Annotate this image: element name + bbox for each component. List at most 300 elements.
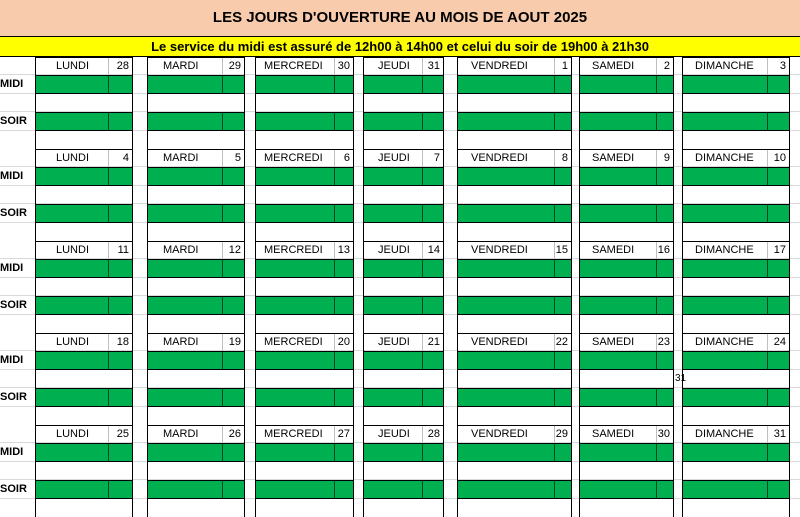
soir-open-bar [683, 296, 789, 315]
cell-divider [554, 58, 555, 75]
day-name: SAMEDI [592, 428, 635, 440]
bar-divider [422, 297, 423, 314]
day-cell [682, 241, 790, 333]
bar-divider [108, 297, 109, 314]
week-block [0, 241, 800, 333]
soir-open-bar [580, 388, 673, 407]
bar-divider [108, 352, 109, 369]
day-name: DIMANCHE [695, 428, 754, 440]
soir-open-bar [458, 388, 571, 407]
day-cell [147, 425, 245, 517]
bar-divider [554, 205, 555, 222]
row-label-soir: SOIR [0, 207, 27, 219]
cell-divider [108, 58, 109, 75]
midi-open-bar [148, 259, 244, 278]
day-cell [35, 241, 133, 333]
day-header [256, 425, 353, 443]
cell-divider [656, 150, 657, 167]
day-name: DIMANCHE [695, 244, 754, 256]
soir-open-bar [148, 112, 244, 131]
day-header [683, 425, 789, 443]
day-number: 12 [228, 244, 241, 256]
bar-divider [108, 260, 109, 277]
soir-open-bar [580, 296, 673, 315]
cell-divider [767, 426, 768, 443]
day-header [36, 241, 132, 259]
soir-open-bar [256, 296, 353, 315]
day-cell [35, 57, 133, 149]
day-name: MERCREDI [264, 244, 323, 256]
soir-open-bar [36, 112, 132, 131]
day-cell [579, 333, 674, 425]
day-name: SAMEDI [592, 244, 635, 256]
day-header [683, 149, 789, 167]
day-cell [682, 425, 790, 517]
day-cell [682, 149, 790, 241]
day-header [683, 241, 789, 259]
soir-open-bar [364, 388, 443, 407]
day-number: 16 [657, 244, 670, 256]
day-cell [363, 149, 444, 241]
bar-divider [656, 260, 657, 277]
day-name: JEUDI [378, 428, 410, 440]
day-name: LUNDI [56, 152, 90, 164]
day-cell [35, 425, 133, 517]
day-name: JEUDI [378, 152, 410, 164]
midi-open-bar [36, 443, 132, 462]
bar-divider [222, 481, 223, 498]
bar-divider [554, 76, 555, 93]
midi-open-bar [683, 351, 789, 370]
day-number: 13 [337, 244, 350, 256]
midi-open-bar [458, 75, 571, 94]
cell-divider [422, 426, 423, 443]
row-label-midi: MIDI [0, 262, 24, 274]
row-label-soir: SOIR [0, 391, 27, 403]
cell-divider [767, 242, 768, 259]
day-cell [579, 425, 674, 517]
day-header [148, 149, 244, 167]
midi-open-bar [364, 75, 443, 94]
day-cell [363, 425, 444, 517]
cell-divider [108, 426, 109, 443]
soir-open-bar [256, 112, 353, 131]
day-number: 3 [779, 60, 786, 72]
day-number: 17 [773, 244, 786, 256]
day-cell [35, 333, 133, 425]
day-name: LUNDI [56, 244, 90, 256]
bar-divider [334, 205, 335, 222]
bar-divider [334, 352, 335, 369]
cell-divider [108, 242, 109, 259]
day-header [148, 241, 244, 259]
bar-divider [554, 389, 555, 406]
midi-open-bar [148, 167, 244, 186]
soir-open-bar [148, 388, 244, 407]
soir-open-bar [148, 204, 244, 223]
cell-divider [656, 58, 657, 75]
day-header [458, 333, 571, 351]
day-name: MARDI [163, 428, 199, 440]
midi-open-bar [580, 259, 673, 278]
bar-divider [422, 205, 423, 222]
soir-open-bar [364, 204, 443, 223]
day-number: 14 [427, 244, 440, 256]
day-number: 31 [773, 428, 786, 440]
bar-divider [767, 444, 768, 461]
day-cell [147, 333, 245, 425]
cell-divider [334, 58, 335, 75]
day-cell [363, 57, 444, 149]
bar-divider [422, 481, 423, 498]
bar-divider [422, 389, 423, 406]
day-number: 30 [657, 428, 670, 440]
bar-divider [554, 297, 555, 314]
bar-divider [656, 76, 657, 93]
day-name: JEUDI [378, 60, 410, 72]
cell-divider [767, 334, 768, 351]
midi-open-bar [36, 167, 132, 186]
day-number: 24 [773, 336, 786, 348]
day-cell [457, 333, 572, 425]
midi-open-bar [580, 167, 673, 186]
cell-divider [334, 150, 335, 167]
day-name: JEUDI [378, 336, 410, 348]
midi-open-bar [683, 167, 789, 186]
midi-open-bar [364, 167, 443, 186]
day-name: JEUDI [378, 244, 410, 256]
midi-open-bar [256, 259, 353, 278]
bar-divider [656, 352, 657, 369]
bar-divider [656, 444, 657, 461]
day-name: MARDI [163, 336, 199, 348]
bar-divider [767, 260, 768, 277]
bar-divider [767, 389, 768, 406]
cell-divider [422, 58, 423, 75]
day-number: 30 [337, 60, 350, 72]
day-header [256, 241, 353, 259]
cell-divider [767, 58, 768, 75]
day-cell [147, 57, 245, 149]
day-number: 15 [555, 244, 568, 256]
bar-divider [422, 260, 423, 277]
day-number: 31 [427, 60, 440, 72]
service-hours-note: Le service du midi est assuré de 12h00 à 14h00 et celui du soir de 19h00 à 21h30 [0, 37, 800, 57]
day-name: LUNDI [56, 428, 90, 440]
day-cell [35, 149, 133, 241]
day-header [458, 149, 571, 167]
midi-open-bar [458, 351, 571, 370]
day-cell [682, 57, 790, 149]
midi-open-bar [458, 167, 571, 186]
bar-divider [422, 168, 423, 185]
cell-divider [222, 426, 223, 443]
soir-open-bar [458, 296, 571, 315]
cell-divider [108, 334, 109, 351]
bar-divider [108, 444, 109, 461]
soir-open-bar [36, 296, 132, 315]
cell-divider [422, 150, 423, 167]
day-name: MARDI [163, 244, 199, 256]
day-number: 29 [228, 60, 241, 72]
day-number: 20 [337, 336, 350, 348]
bar-divider [334, 297, 335, 314]
day-number: 25 [116, 428, 129, 440]
day-cell [255, 241, 354, 333]
day-number: 2 [663, 60, 670, 72]
day-header [148, 425, 244, 443]
bar-divider [334, 113, 335, 130]
day-header [580, 149, 673, 167]
row-label-midi: MIDI [0, 170, 24, 182]
bar-divider [222, 76, 223, 93]
day-name: DIMANCHE [695, 152, 754, 164]
midi-open-bar [364, 443, 443, 462]
page-title: LES JOURS D'OUVERTURE AU MOIS DE AOUT 2025 [0, 0, 800, 37]
day-number: 29 [555, 428, 568, 440]
midi-open-bar [148, 351, 244, 370]
bar-divider [334, 260, 335, 277]
midi-open-bar [683, 259, 789, 278]
day-header [580, 57, 673, 75]
soir-open-bar [36, 204, 132, 223]
bar-divider [767, 481, 768, 498]
midi-open-bar [683, 443, 789, 462]
midi-open-bar [256, 443, 353, 462]
day-number: 7 [433, 152, 440, 164]
bar-divider [222, 113, 223, 130]
day-name: SAMEDI [592, 336, 635, 348]
day-name: VENDREDI [471, 336, 528, 348]
day-number: 22 [555, 336, 568, 348]
day-number: 26 [228, 428, 241, 440]
day-cell [682, 333, 790, 425]
midi-open-bar [580, 351, 673, 370]
soir-open-bar [683, 388, 789, 407]
bar-divider [108, 205, 109, 222]
bar-divider [767, 113, 768, 130]
day-header [458, 241, 571, 259]
bar-divider [767, 352, 768, 369]
day-header [36, 57, 132, 75]
day-header [256, 333, 353, 351]
day-number: 11 [117, 244, 129, 256]
bar-divider [108, 113, 109, 130]
bar-divider [554, 444, 555, 461]
day-cell [255, 333, 354, 425]
soir-open-bar [580, 480, 673, 499]
midi-open-bar [256, 75, 353, 94]
cell-divider [108, 150, 109, 167]
cell-divider [767, 150, 768, 167]
soir-open-bar [683, 112, 789, 131]
day-header [148, 333, 244, 351]
day-number: 4 [122, 152, 129, 164]
midi-open-bar [148, 75, 244, 94]
bar-divider [222, 389, 223, 406]
day-name: SAMEDI [592, 152, 635, 164]
cell-divider [222, 334, 223, 351]
day-header [364, 241, 443, 259]
midi-open-bar [580, 75, 673, 94]
midi-open-bar [364, 351, 443, 370]
day-name: VENDREDI [471, 244, 528, 256]
day-header [580, 241, 673, 259]
day-header [148, 57, 244, 75]
day-name: LUNDI [56, 336, 90, 348]
soir-open-bar [36, 388, 132, 407]
bar-divider [656, 481, 657, 498]
cell-divider [222, 242, 223, 259]
cell-divider [334, 426, 335, 443]
bar-divider [334, 481, 335, 498]
bar-divider [334, 389, 335, 406]
day-header [364, 333, 443, 351]
soir-open-bar [364, 296, 443, 315]
day-name: LUNDI [56, 60, 90, 72]
day-name: DIMANCHE [695, 336, 754, 348]
row-label-soir: SOIR [0, 299, 27, 311]
day-cell [579, 241, 674, 333]
bar-divider [222, 260, 223, 277]
midi-open-bar [36, 75, 132, 94]
day-number: 28 [116, 60, 129, 72]
cell-divider [422, 334, 423, 351]
cell-divider [554, 150, 555, 167]
day-header [256, 57, 353, 75]
cell-divider [222, 58, 223, 75]
day-number: 27 [337, 428, 350, 440]
day-number: 1 [561, 60, 568, 72]
bar-divider [554, 113, 555, 130]
week-block [0, 149, 800, 241]
day-name: VENDREDI [471, 152, 528, 164]
bar-divider [222, 352, 223, 369]
row-label-soir: SOIR [0, 483, 27, 495]
day-header [458, 425, 571, 443]
bar-divider [767, 205, 768, 222]
day-cell [363, 241, 444, 333]
day-header [364, 425, 443, 443]
soir-open-bar [364, 480, 443, 499]
midi-open-bar [580, 443, 673, 462]
row-label-midi: MIDI [0, 354, 24, 366]
day-header [36, 333, 132, 351]
day-cell [457, 149, 572, 241]
midi-open-bar [36, 351, 132, 370]
week-block [0, 333, 800, 425]
day-cell [457, 241, 572, 333]
midi-open-bar [458, 443, 571, 462]
bar-divider [334, 444, 335, 461]
day-cell [255, 425, 354, 517]
day-header [580, 425, 673, 443]
bar-divider [767, 76, 768, 93]
bar-divider [334, 76, 335, 93]
soir-open-bar [458, 480, 571, 499]
day-header [364, 149, 443, 167]
soir-open-bar [36, 480, 132, 499]
day-number: 28 [427, 428, 440, 440]
day-cell [147, 241, 245, 333]
midi-open-bar [683, 75, 789, 94]
week-block [0, 425, 800, 517]
week-block [0, 57, 800, 149]
day-name: MERCREDI [264, 60, 323, 72]
midi-open-bar [36, 259, 132, 278]
day-header [36, 149, 132, 167]
day-number: 5 [234, 152, 241, 164]
midi-open-bar [256, 167, 353, 186]
midi-open-bar [256, 351, 353, 370]
day-name: DIMANCHE [695, 60, 754, 72]
day-cell [363, 333, 444, 425]
day-cell [147, 149, 245, 241]
bar-divider [108, 168, 109, 185]
day-cell [579, 149, 674, 241]
soir-open-bar [683, 480, 789, 499]
soir-open-bar [580, 112, 673, 131]
bar-divider [108, 481, 109, 498]
bar-divider [554, 481, 555, 498]
cell-divider [422, 242, 423, 259]
bar-divider [222, 205, 223, 222]
bar-divider [656, 205, 657, 222]
soir-open-bar [256, 204, 353, 223]
day-header [256, 149, 353, 167]
cell-divider [222, 150, 223, 167]
day-name: MARDI [163, 152, 199, 164]
day-name: VENDREDI [471, 60, 528, 72]
bar-divider [656, 389, 657, 406]
midi-open-bar [458, 259, 571, 278]
cell-divider [334, 334, 335, 351]
soir-open-bar [683, 204, 789, 223]
day-number: 23 [657, 336, 670, 348]
day-number: 18 [116, 336, 129, 348]
day-header [364, 57, 443, 75]
day-number: 10 [773, 152, 786, 164]
soir-open-bar [458, 204, 571, 223]
cell-divider [334, 242, 335, 259]
day-header [458, 57, 571, 75]
bar-divider [767, 297, 768, 314]
day-header [36, 425, 132, 443]
day-name: MERCREDI [264, 152, 323, 164]
extra-date-note: 31 [675, 373, 687, 384]
row-label-midi: MIDI [0, 446, 24, 458]
soir-open-bar [364, 112, 443, 131]
day-header [683, 57, 789, 75]
bar-divider [767, 168, 768, 185]
bar-divider [554, 352, 555, 369]
soir-open-bar [256, 480, 353, 499]
day-number: 19 [228, 336, 241, 348]
bar-divider [554, 260, 555, 277]
day-cell [579, 57, 674, 149]
day-name: SAMEDI [592, 60, 635, 72]
bar-divider [108, 76, 109, 93]
soir-open-bar [148, 480, 244, 499]
day-cell [457, 57, 572, 149]
bar-divider [222, 297, 223, 314]
bar-divider [656, 113, 657, 130]
day-name: VENDREDI [471, 428, 528, 440]
soir-open-bar [580, 204, 673, 223]
bar-divider [422, 113, 423, 130]
bar-divider [222, 168, 223, 185]
day-header [683, 333, 789, 351]
